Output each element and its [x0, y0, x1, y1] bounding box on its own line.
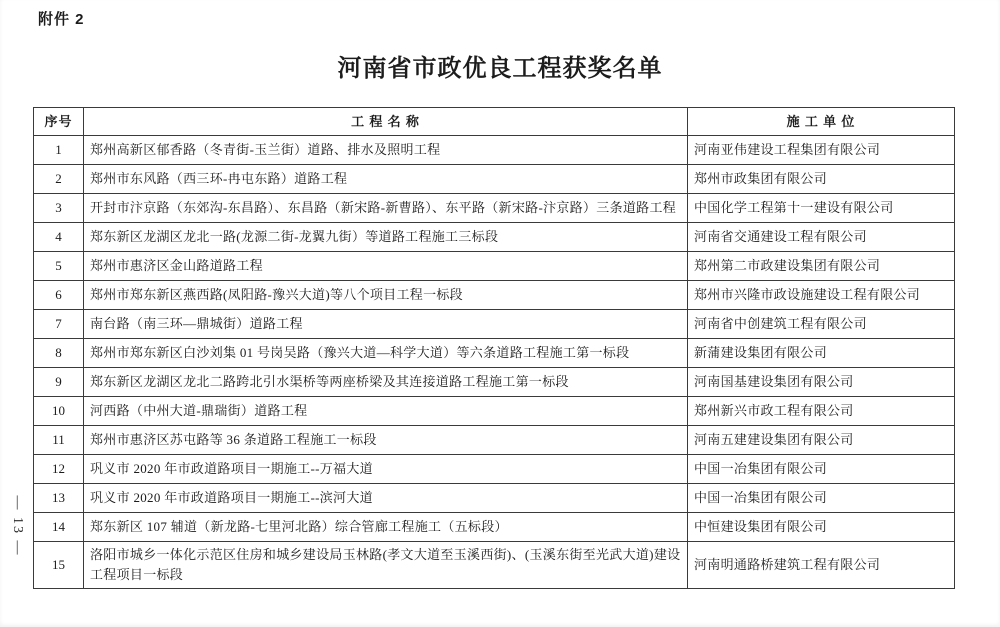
attachment-label: 附件 2: [38, 11, 85, 28]
company-name-cell: 河南亚伟建设工程集团有限公司: [688, 136, 955, 165]
project-name-cell: 郑州高新区郁香路（冬青街-玉兰街）道路、排水及照明工程: [84, 136, 688, 165]
row-number-cell: 15: [34, 542, 84, 589]
row-number-cell: 1: [34, 136, 84, 165]
company-name-cell: 中国一冶集团有限公司: [688, 455, 955, 484]
project-name-cell: 郑州市郑东新区燕西路(凤阳路-豫兴大道)等八个项目工程一标段: [84, 281, 688, 310]
page-number: — 13 —: [10, 495, 25, 557]
table-row: [34, 426, 955, 455]
row-number-cell: 4: [34, 223, 84, 252]
company-name-cell: 郑州市兴隆市政设施建设工程有限公司: [688, 281, 955, 310]
table-row: [34, 136, 955, 165]
table-header-row: [34, 108, 955, 136]
company-name-cell: 郑州新兴市政工程有限公司: [688, 397, 955, 426]
company-name-cell: 新蒲建设集团有限公司: [688, 339, 955, 368]
project-name-cell: 郑州市郑东新区白沙刘集 01 号岗吴路（豫兴大道—科学大道）等六条道路工程施工第一标段: [84, 339, 688, 368]
table-row: [34, 397, 955, 426]
project-name-cell: 开封市汴京路（东郊沟-东昌路）、东昌路（新宋路-新曹路）、东平路（新宋路-汴京路）三条道路工程: [84, 194, 688, 223]
table-row: [34, 165, 955, 194]
table-row: [34, 252, 955, 281]
row-number-cell: 7: [34, 310, 84, 339]
project-name-cell: 郑州市东风路（西三环-冉屯东路）道路工程: [84, 165, 688, 194]
row-number-cell: 2: [34, 165, 84, 194]
project-name-cell: 巩义市 2020 年市政道路项目一期施工--滨河大道: [84, 484, 688, 513]
row-number-cell: 11: [34, 426, 84, 455]
table-row: [34, 281, 955, 310]
row-number-cell: 10: [34, 397, 84, 426]
column-header-no: 序号: [34, 108, 84, 136]
table-row: [34, 194, 955, 223]
table-row: [34, 310, 955, 339]
table-row: [34, 368, 955, 397]
table-row: [34, 339, 955, 368]
row-number-cell: 6: [34, 281, 84, 310]
table-row: [34, 542, 955, 589]
column-header-company: 施 工 单 位: [688, 108, 955, 136]
project-name-cell: 洛阳市城乡一体化示范区住房和城乡建设局玉林路(孝文大道至玉溪西街)、(玉溪东街至光武大道)建设工程项目一标段: [84, 542, 688, 589]
company-name-cell: 中国一冶集团有限公司: [688, 484, 955, 513]
project-name-cell: 巩义市 2020 年市政道路项目一期施工--万福大道: [84, 455, 688, 484]
awards-table: [33, 107, 955, 589]
page-title: 河南省市政优良工程获奖名单: [337, 55, 663, 82]
company-name-cell: 河南省交通建设工程有限公司: [688, 223, 955, 252]
project-name-cell: 郑东新区龙湖区龙北一路(龙源二街-龙翼九街）等道路工程施工三标段: [84, 223, 688, 252]
company-name-cell: 河南明通路桥建筑工程有限公司: [688, 542, 955, 589]
table-row: [34, 455, 955, 484]
row-number-cell: 5: [34, 252, 84, 281]
row-number-cell: 14: [34, 513, 84, 542]
company-name-cell: 郑州市政集团有限公司: [688, 165, 955, 194]
company-name-cell: 中国化学工程第十一建设有限公司: [688, 194, 955, 223]
row-number-cell: 3: [34, 194, 84, 223]
row-number-cell: 9: [34, 368, 84, 397]
project-name-cell: 郑东新区龙湖区龙北二路跨北引水渠桥等两座桥梁及其连接道路工程施工第一标段: [84, 368, 688, 397]
company-name-cell: 郑州第二市政建设集团有限公司: [688, 252, 955, 281]
project-name-cell: 郑州市惠济区金山路道路工程: [84, 252, 688, 281]
company-name-cell: 河南五建建设集团有限公司: [688, 426, 955, 455]
project-name-cell: 郑东新区 107 辅道（新龙路-七里河北路）综合管廊工程施工（五标段）: [84, 513, 688, 542]
company-name-cell: 河南国基建设集团有限公司: [688, 368, 955, 397]
table-row: [34, 223, 955, 252]
project-name-cell: 南台路（南三环—鼎城街）道路工程: [84, 310, 688, 339]
row-number-cell: 12: [34, 455, 84, 484]
company-name-cell: 中恒建设集团有限公司: [688, 513, 955, 542]
table-row: [34, 484, 955, 513]
company-name-cell: 河南省中创建筑工程有限公司: [688, 310, 955, 339]
column-header-project: 工 程 名 称: [84, 108, 688, 136]
row-number-cell: 8: [34, 339, 84, 368]
project-name-cell: 河西路（中州大道-鼎瑞街）道路工程: [84, 397, 688, 426]
table-row: [34, 513, 955, 542]
row-number-cell: 13: [34, 484, 84, 513]
project-name-cell: 郑州市惠济区苏屯路等 36 条道路工程施工一标段: [84, 426, 688, 455]
